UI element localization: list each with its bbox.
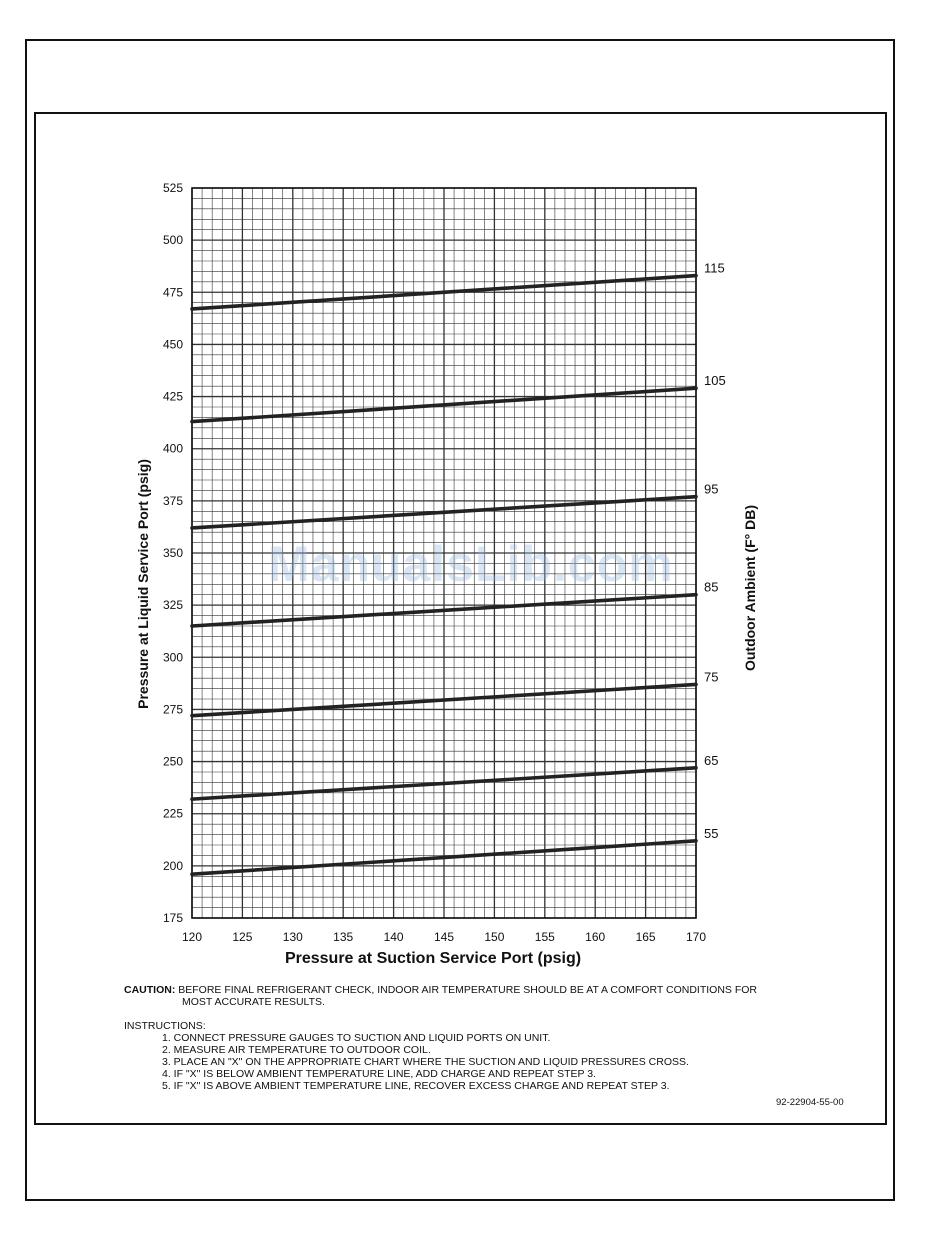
ambient-label-65: 65 [704,752,719,768]
caution-text-line1: BEFORE FINAL REFRIGERANT CHECK, INDOOR AIR TEMPERATURE SHOULD BE AT A COMFORT CONDITIONS FOR [178,984,758,996]
y-tick-label: 250 [162,754,183,769]
x-tick-label: 155 [534,930,555,944]
y-tick-label: 175 [162,911,183,925]
x-tick-label: 145 [433,930,455,944]
y-tick-label: 425 [162,389,183,404]
caution-text-line2: MOST ACCURATE RESULTS. [182,996,325,1008]
ambient-label-95: 95 [704,481,719,497]
instruction-step: 3. PLACE AN "X" ON THE APPROPRIATE CHART WHERE THE SUCTION AND LIQUID PRESSURES CROSS. [162,1056,689,1068]
watermark: ManualsLib.com [268,536,674,592]
ambient-label-85: 85 [704,579,719,595]
x-tick-label: 165 [635,930,656,944]
caution-note [124,984,864,996]
y-tick-label: 500 [162,233,183,248]
ambient-label-105: 105 [704,373,726,389]
ambient-label-75: 75 [704,669,719,685]
y-tick-label: 400 [162,441,183,456]
y-axis-tick-labels [163,181,183,925]
secondary-axis-title: Outdoor Ambient (F° DB) [742,504,758,672]
notes-section [124,984,864,1092]
instruction-step: 2. MEASURE AIR TEMPERATURE TO OUTDOOR COIL. [162,1044,431,1056]
instructions-list [124,1032,864,1092]
x-tick-label: 130 [282,930,303,944]
y-tick-label: 200 [162,858,183,873]
x-tick-label: 160 [585,930,606,944]
instruction-step: 4. IF "X" IS BELOW AMBIENT TEMPERATURE LINE, ADD CHARGE AND REPEAT STEP 3. [162,1068,596,1080]
x-tick-label: 150 [484,930,505,944]
ambient-label-55: 55 [704,825,719,841]
x-axis-tick-labels [182,930,706,944]
instructions-title: INSTRUCTIONS: [124,1020,206,1032]
x-tick-label: 125 [232,930,253,944]
y-tick-label: 375 [162,493,183,508]
y-tick-label: 525 [162,181,183,195]
y-tick-label: 350 [162,546,183,560]
instruction-step: 5. IF "X" IS ABOVE AMBIENT TEMPERATURE LINE, RECOVER EXCESS CHARGE AND REPEAT STEP 3. [162,1080,670,1092]
x-axis-title: Pressure at Suction Service Port (psig) [284,950,582,967]
ambient-label-115: 115 [704,260,725,276]
x-tick-label: 140 [383,930,404,944]
y-tick-label: 225 [162,806,183,821]
y-tick-label: 450 [162,337,183,352]
instruction-step: 1. CONNECT PRESSURE GAUGES TO SUCTION AND LIQUID PORTS ON UNIT. [162,1032,551,1044]
x-tick-label: 135 [333,930,354,944]
y-tick-label: 475 [162,285,183,300]
y-tick-label: 325 [162,598,183,613]
x-tick-label: 170 [685,930,707,944]
document-number: 92-22904-55-00 [776,1097,844,1108]
x-tick-label: 120 [181,930,203,944]
y-tick-label: 275 [162,702,183,717]
y-axis-title: Pressure at Liquid Service Port (psig) [135,459,151,709]
caution-label: CAUTION: [124,984,176,996]
ambient-temperature-labels [704,261,726,841]
y-tick-label: 300 [162,650,183,665]
